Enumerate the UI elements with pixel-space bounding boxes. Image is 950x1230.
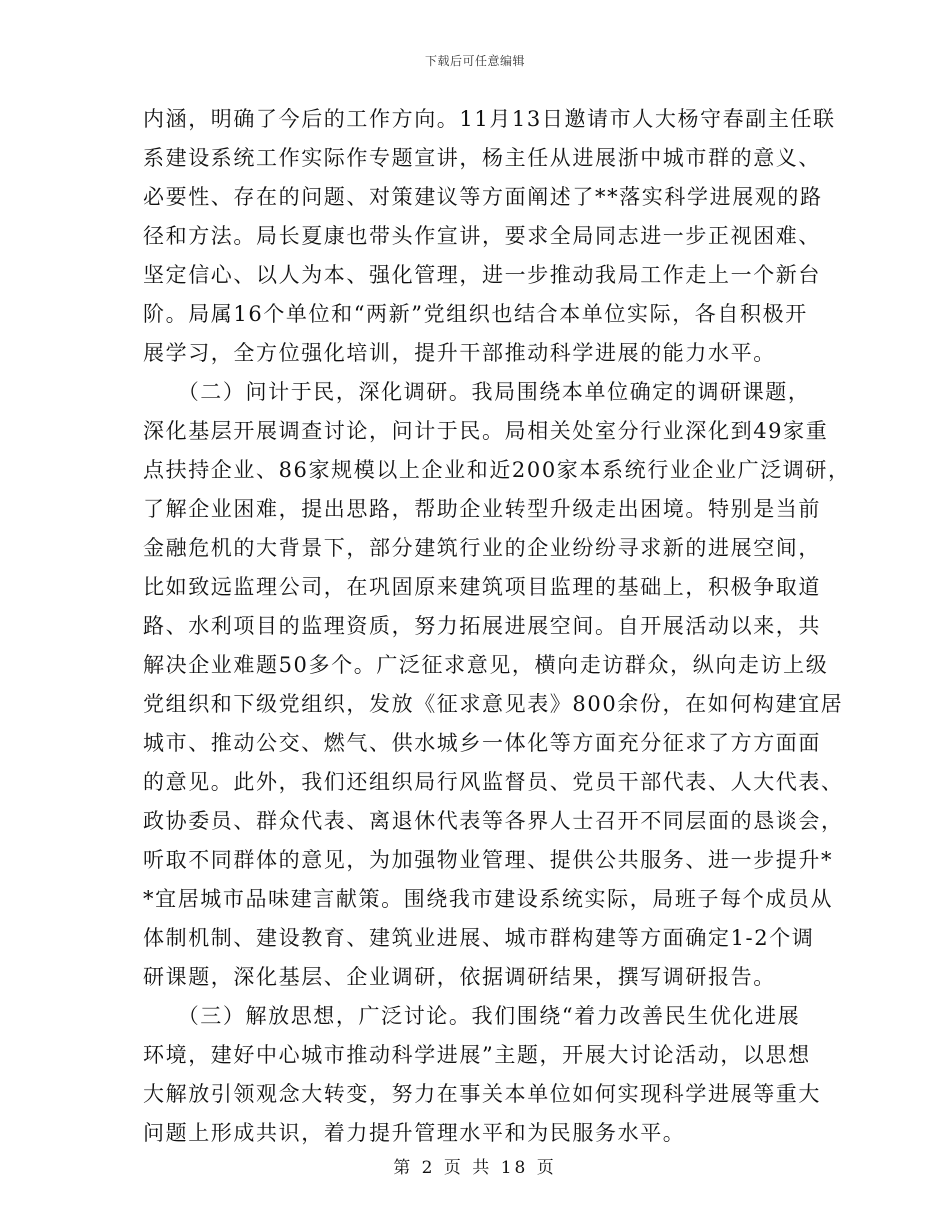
body-line: 环境，建好中心城市推动科学进展”主题，开展大讨论活动，以思想: [143, 1043, 811, 1067]
section-heading-line: （二）问计于民，深化调研。我局围绕本单位确定的调研课题，: [143, 380, 811, 404]
body-line: 问题上形成共识，着力提升管理水平和为民服务水平。: [143, 1121, 686, 1145]
body-line: 深化基层开展调查讨论，问计于民。局相关处室分行业深化到49家重: [143, 419, 829, 443]
body-line: 体制机制、建设教育、建筑业进展、城市群构建等方面确定1-2个调: [143, 926, 815, 950]
body-line: 的意见。此外，我们还组织局行风监督员、党员干部代表、人大代表、: [143, 770, 844, 794]
body-line: 必要性、存在的问题、对策建议等方面阐述了**落实科学进展观的路: [143, 185, 823, 209]
body-line: 系建设系统工作实际作专题宣讲，杨主任从进展浙中城市群的意义、: [143, 146, 821, 170]
body-line: 点扶持企业、86家规模以上企业和近200家本系统行业企业广泛调研，: [143, 458, 851, 482]
body-line: 城市、推动公交、燃气、供水城乡一体化等方面充分征求了方方面面: [143, 731, 821, 755]
body-line: 研课题，深化基层、企业调研，依据调研结果，撰写调研报告。: [143, 965, 776, 989]
body-line: 阶。局属16个单位和“两新”党组织也结合本单位实际，各自积极开: [143, 302, 808, 326]
body-line: 听取不同群体的意见，为加强物业管理、提供公共服务、进一步提升*: [143, 848, 834, 872]
body-line: 径和方法。局长夏康也带头作宣讲，要求全局同志进一步正视困难、: [143, 224, 821, 248]
body-line: 了解企业困难，提出思路，帮助企业转型升级走出困境。特别是当前: [143, 497, 821, 521]
body-line: 解决企业难题50多个。广泛征求意见，横向走访群众，纵向走访上级: [143, 653, 829, 677]
body-line: 政协委员、群众代表、离退休代表等各界人士召开不同层面的恳谈会，: [143, 809, 844, 833]
body-line: 展学习，全方位强化培训，提升干部推动科学进展的能力水平。: [143, 341, 776, 365]
body-line: 金融危机的大背景下，部分建筑行业的企业纷纷寻求新的进展空间，: [143, 536, 821, 560]
body-line: 比如致远监理公司，在巩固原来建筑项目监理的基础上，积极争取道: [143, 575, 821, 599]
page-number-footer: 第 2 页 共 18 页: [393, 1158, 557, 1178]
page-header: 下载后可任意编辑: [424, 54, 525, 68]
document-body: [143, 100, 851, 1153]
section-heading-line: （三）解放思想，广泛讨论。我们围绕“着力改善民生优化进展: [143, 1004, 801, 1028]
body-line: 坚定信心、以人为本、强化管理，进一步推动我局工作走上一个新台: [143, 263, 821, 287]
body-line: *宜居城市品味建言献策。围绕我市建设系统实际，局班子每个成员从: [143, 887, 834, 911]
body-line: 党组织和下级党组织，发放《征求意见表》800余份，在如何构建宜居: [143, 692, 844, 716]
body-line: 路、水利项目的监理资质，努力拓展进展空间。自开展活动以来，共: [143, 614, 821, 638]
body-line: 大解放引领观念大转变，努力在事关本单位如何实现科学进展等重大: [143, 1082, 821, 1106]
body-line: 内涵，明确了今后的工作方向。11月13日邀请市人大杨守春副主任联: [143, 107, 836, 131]
